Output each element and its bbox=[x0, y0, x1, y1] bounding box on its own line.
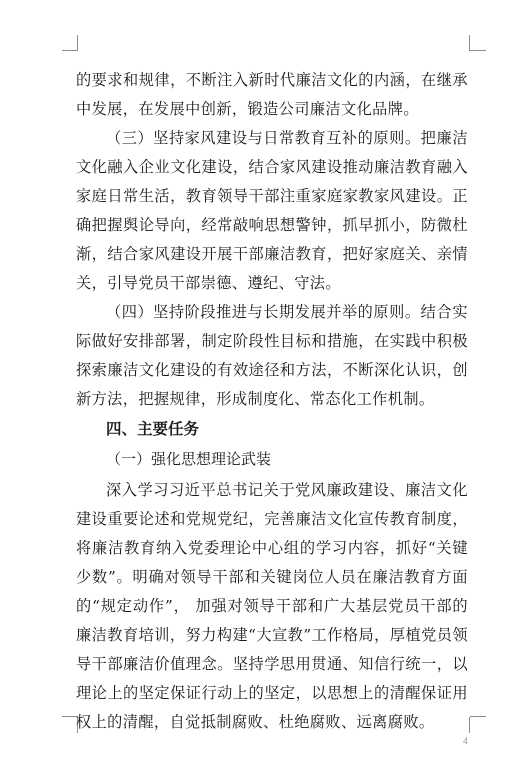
paragraph-principle-4 bbox=[76, 298, 468, 414]
paragraph-task-1: 深入学习习近平总书记关于党风廉政建设、廉洁文化建设重要论述和党规党纪，完善廉洁文化宣传教育制度，将廉洁教育纳入党委理论中心组的学习内容，抓好“关键少数”。明确对领导干部和关键岗位人员在廉洁教育方面的“规定动作”， 加强对领导干部和广大基层党员干部的廉洁教育培训，努力构建“大宣教”工作格局，厚植党员领导干部廉洁价值理念。坚持学思用贯通、知信行统一，以理论上的坚定保证行动上的坚定，以思想上的清醒保证用权上的清醒，自觉抵制腐败、杜绝腐败、远离腐败。 bbox=[76, 481, 468, 731]
crop-mark bbox=[470, 716, 486, 717]
crop-mark bbox=[469, 35, 470, 51]
crop-mark bbox=[62, 50, 78, 51]
paragraph-principle-3 bbox=[76, 124, 468, 298]
principle-3-body: 把廉洁文化融入企业文化建设，结合家风建设推动廉洁教育融入家庭日常生活，教育领导干部注重家庭家教家风建设。正确把握舆论导向，经常敲响思想警钟，抓早抓小，防微杜渐，结合家风建设开展干部廉洁教育，把好家庭关、亲情关，引导党员干部崇德、遵纪、守法。 bbox=[76, 129, 469, 292]
principle-3-title: （三）坚持家风建设与日常教育互补的原则。 bbox=[106, 129, 421, 147]
principle-4-body: 结合实际做好安排部署，制定阶段性目标和措施，在实践中积极探索廉洁文化建设的有效途径和方法，不断深化认识，创新方法，把握规律，形成制度化、常态化工作机制。 bbox=[76, 303, 469, 408]
section-heading: 四、主要任务 bbox=[106, 420, 200, 438]
crop-mark bbox=[77, 35, 78, 51]
principle-4-title: （四）坚持阶段推进与长期发展并举的原则。 bbox=[106, 303, 421, 321]
document-body bbox=[76, 66, 468, 737]
subsection-heading: （一）强化思想理论武装 bbox=[106, 450, 272, 468]
page-number: 4 bbox=[462, 736, 468, 746]
crop-mark bbox=[469, 717, 470, 733]
paragraph-continuation: 的要求和规律，不断注入新时代廉洁文化的内涵，在继承中发展，在发展中创新，锻造公司廉洁文化品牌。 bbox=[76, 71, 468, 118]
crop-mark bbox=[470, 50, 486, 51]
